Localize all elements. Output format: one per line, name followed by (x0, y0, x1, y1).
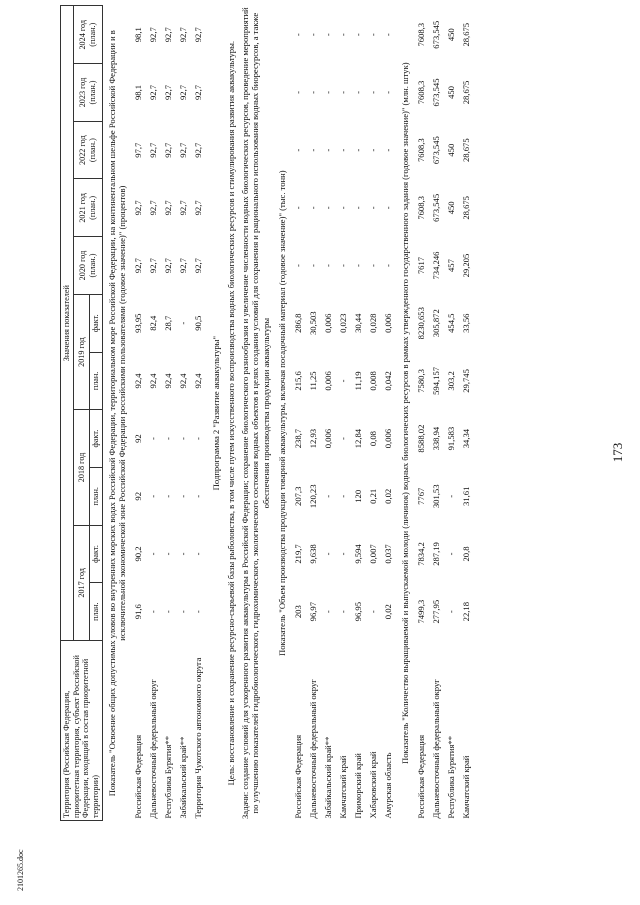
table-row (291, 6, 306, 821)
value-cell: 92,7 (148, 84, 159, 100)
value-cell: - (353, 148, 364, 152)
value-cell: - (148, 610, 159, 614)
value-cell: 92,7 (178, 258, 189, 274)
indicators-table (60, 5, 474, 821)
value-cell: 96,95 (353, 601, 364, 622)
value-cell: - (148, 552, 159, 556)
value-cell: 28,7 (163, 315, 174, 331)
value-cell: 93,95 (133, 313, 144, 333)
value-cell: 338,94 (431, 426, 442, 451)
value-cell: 92,7 (193, 258, 204, 274)
value-cell: 28,675 (461, 22, 472, 47)
value-cell: 92,7 (193, 200, 204, 216)
value-cell: 9,638 (308, 544, 319, 564)
value-cell: 92,7 (148, 200, 159, 216)
value-cell: 92,7 (163, 258, 174, 274)
table-row (414, 6, 429, 821)
value-cell: 92,7 (178, 142, 189, 158)
value-cell: 92,7 (178, 200, 189, 216)
value-cell: - (163, 552, 174, 556)
territory-label: Территория Чукотского автономного округа (193, 657, 204, 819)
year-2019-header: 2019 год (73, 294, 89, 409)
subprogram-title: Подпрограмма 2 "Развитие аквакультуры" (210, 336, 221, 491)
value-cell: - (353, 264, 364, 267)
subprogram-goal-row (224, 6, 238, 821)
value-cell: 91,6 (133, 604, 144, 620)
value-cell: 92,7 (148, 27, 159, 43)
indicator-1-title: Показатель "Освоение общих допустимых уловов во внутренних морских водах Российской Федерации, территориальном море Российской Федерации, на континентальном шельфе Российской Федерации и в исключительной экономической зоне Российской Федерации российскими пользователями (годовое значение)" (процентов) (106, 30, 127, 797)
value-cell: - (293, 33, 304, 37)
value-cell: 98,1 (133, 27, 144, 43)
value-cell: 92,7 (178, 27, 189, 43)
value-cell: 0,006 (383, 428, 394, 449)
territory-label: Дальневосточный федеральный округ (308, 679, 319, 819)
value-cell: 29,745 (461, 369, 472, 393)
value-cell: 0,028 (368, 313, 379, 333)
value-cell: - (163, 437, 174, 441)
value-cell: 28,675 (461, 80, 472, 105)
fact-header-2018: факт. (90, 410, 103, 468)
value-cell: 7617 (416, 256, 427, 275)
value-cell: 7608,3 (416, 22, 427, 47)
value-cell: - (368, 33, 379, 37)
subprogram-task: Задачи: создание условий для ускоренного развития аквакультуры в Российской Федерации; сохранение биологического разнообразия и увеличение численности водных биологических ресурсов, проведение мероприятий по улучшению показателей гидробиологического, гидрохимического, экологического состояния водных объектов в целях создания условий для сохранения и рационального использования водных биоресурсов, а также обеспечения производства продукции аквакультуры (240, 7, 271, 819)
value-cell: 92,4 (163, 373, 174, 389)
territory-label: Республика Бурятия** (446, 735, 457, 819)
value-cell: - (323, 494, 334, 498)
subprogram-title-row (206, 6, 224, 821)
value-cell: - (338, 379, 349, 383)
value-cell: - (193, 610, 204, 614)
value-cell: - (323, 264, 334, 267)
value-cell: 8588,02 (416, 424, 427, 453)
value-cell: 0,006 (323, 313, 334, 333)
value-cell: 277,95 (431, 599, 442, 624)
table-row (146, 6, 161, 821)
table-row (336, 6, 351, 821)
value-cell: - (368, 264, 379, 267)
value-cell: 734,246 (431, 251, 442, 280)
value-cell: - (323, 552, 334, 556)
value-cell: 0,02 (383, 604, 394, 620)
value-cell: - (353, 33, 364, 37)
year-2022-header: 2022 год (план.) (73, 121, 102, 179)
value-cell: 30,503 (308, 311, 319, 336)
value-cell: 673,545 (431, 136, 442, 165)
territory-label: Российская Федерация (416, 734, 427, 819)
value-cell: 96,97 (308, 601, 319, 622)
value-cell: 92,4 (148, 373, 159, 389)
value-cell: - (446, 610, 457, 614)
value-cell: 450 (446, 143, 457, 157)
value-cell: 7834,2 (416, 542, 427, 566)
file-code: 2101265.doc (16, 849, 25, 891)
value-cell: 120 (353, 489, 364, 503)
territory-label: Дальневосточный федеральный округ (431, 679, 442, 819)
value-cell: 7608,3 (416, 80, 427, 105)
table-row (191, 6, 206, 821)
territory-label: Российская Федерация (293, 734, 304, 819)
value-cell: 92,7 (163, 200, 174, 216)
value-cell: - (308, 91, 319, 94)
value-cell: 0,08 (368, 431, 379, 447)
territory-label: Камчатский край (461, 755, 472, 819)
year-2018-header: 2018 год (73, 410, 89, 525)
value-cell: 92,4 (193, 373, 204, 389)
value-cell: - (193, 552, 204, 556)
value-cell: 31,61 (461, 486, 472, 506)
value-cell: 303,2 (446, 371, 457, 391)
value-cell: - (338, 148, 349, 152)
value-cell: - (293, 91, 304, 94)
document-content (60, 6, 474, 821)
value-cell: 90,5 (193, 315, 204, 331)
value-cell: 92,7 (148, 142, 159, 158)
value-cell: - (383, 206, 394, 210)
value-cell: - (193, 437, 204, 441)
value-cell: 0,008 (368, 371, 379, 391)
plan-header-2018: план. (90, 467, 103, 525)
value-cell: 450 (446, 28, 457, 42)
territory-label: Дальневосточный федеральный округ (148, 679, 159, 819)
value-cell: 92 (133, 434, 144, 443)
value-cell: - (383, 33, 394, 37)
value-cell: - (148, 494, 159, 498)
value-cell: 12,93 (308, 428, 319, 449)
value-cell: 673,545 (431, 193, 442, 222)
value-cell: 305,872 (431, 309, 442, 338)
table-row (351, 6, 366, 821)
value-cell: - (323, 610, 334, 614)
value-cell: 238,7 (293, 428, 304, 449)
territory-header: Территория (Российская Федерация, приоритетная территория, субъект Российской Федерации, входящий в состав приоритетной территории) (61, 641, 103, 821)
indicator-1-title-row (102, 6, 131, 821)
value-cell: 215,6 (293, 371, 304, 391)
value-cell: - (148, 437, 159, 441)
value-cell: - (178, 321, 189, 325)
value-cell: - (308, 33, 319, 37)
value-cell: - (383, 264, 394, 267)
value-cell: 34,34 (461, 428, 472, 449)
value-cell: 287,19 (431, 542, 442, 566)
value-cell: 98,1 (133, 84, 144, 100)
value-cell: 0,21 (368, 488, 379, 504)
year-2020-header: 2020 год (план.) (73, 237, 102, 295)
territory-label: Российская Федерация (133, 734, 144, 819)
value-cell: 0,006 (383, 313, 394, 333)
value-cell: 91,583 (446, 426, 457, 451)
year-2017-header: 2017 год (73, 525, 89, 640)
value-cell: - (293, 264, 304, 267)
value-cell: - (338, 33, 349, 37)
fact-header-2019: факт. (90, 294, 103, 352)
table-row (131, 6, 146, 821)
table-row (176, 6, 191, 821)
territory-label: Приморский край (353, 753, 364, 819)
value-cell: - (338, 494, 349, 498)
value-cell: - (178, 494, 189, 498)
territory-label: Республика Бурятия** (163, 735, 174, 819)
value-cell: 0,02 (383, 488, 394, 504)
territory-label: Забайкальский край** (323, 736, 334, 819)
value-cell: 92,4 (178, 373, 189, 389)
table-row (321, 6, 336, 821)
values-header: Значения показателей (61, 6, 74, 641)
fact-header-2017: факт. (90, 525, 103, 583)
territory-label: Камчатский край (338, 755, 349, 819)
value-cell: - (446, 494, 457, 498)
value-cell: 92,7 (193, 142, 204, 158)
header-row-1 (61, 6, 74, 821)
value-cell: - (323, 91, 334, 94)
value-cell: - (163, 610, 174, 614)
value-cell: 11,19 (353, 371, 364, 391)
value-cell: - (308, 148, 319, 152)
value-cell: 219,7 (293, 544, 304, 564)
table-row (366, 6, 381, 821)
value-cell: 0,006 (323, 428, 334, 449)
value-cell: 7608,3 (416, 196, 427, 220)
value-cell: - (338, 91, 349, 94)
value-cell: - (446, 552, 457, 556)
subprogram-goal: Цель: восстановление и сохранение ресурсно-сырьевой базы рыболовства, в том числе путем искусственного воспроизводства водных биологических ресурсов и стимулирования развития аквакультуры. (226, 40, 237, 786)
value-cell: - (368, 148, 379, 152)
value-cell: - (368, 91, 379, 94)
value-cell: 12,84 (353, 428, 364, 449)
plan-header-2017: план. (90, 583, 103, 641)
value-cell: 97,7 (133, 142, 144, 158)
value-cell: 92,7 (163, 142, 174, 158)
table-row (459, 6, 474, 821)
value-cell: 82,4 (148, 315, 159, 331)
value-cell: - (323, 148, 334, 152)
value-cell: 28,675 (461, 138, 472, 162)
indicator-3-title: Показатель "Количество выращиваемой и выпускаемой молоди (личинок) водных биологических ресурсов в рамках утвержденного государственного задания (годовое значение)" (млн. штук) (399, 62, 410, 764)
value-cell: 22,18 (461, 601, 472, 622)
territory-label: Амурская область (383, 752, 394, 819)
value-cell: 20,8 (461, 546, 472, 562)
value-cell: - (338, 264, 349, 267)
value-cell: 7499,3 (416, 599, 427, 624)
indicator-2-title: Показатель "Объем производства продукции товарной аквакультуры, включая посадочный материал (годовое значение)" (тыс. тонн) (276, 170, 287, 656)
table-row (444, 6, 459, 821)
value-cell: 450 (446, 201, 457, 215)
value-cell: 454,5 (446, 313, 457, 333)
value-cell: - (323, 33, 334, 37)
value-cell: - (353, 91, 364, 94)
table-row (381, 6, 396, 821)
value-cell: - (323, 206, 334, 210)
year-2024-header: 2024 год (план.) (73, 6, 102, 64)
table-row (429, 6, 444, 821)
value-cell: 9,594 (353, 544, 364, 564)
value-cell: - (383, 148, 394, 152)
value-cell: 450 (446, 86, 457, 99)
value-cell: 0,006 (323, 371, 334, 391)
year-2021-header: 2021 год (план.) (73, 179, 102, 237)
value-cell: - (178, 437, 189, 441)
value-cell: 0,007 (368, 544, 379, 564)
year-2023-header: 2023 год (план.) (73, 64, 102, 122)
value-cell: 92,7 (148, 258, 159, 274)
value-cell: - (178, 552, 189, 556)
value-cell: 90,2 (133, 546, 144, 562)
value-cell: - (338, 610, 349, 614)
value-cell: 11,25 (308, 371, 319, 391)
page-number: 173 (610, 442, 625, 463)
value-cell: - (178, 610, 189, 614)
value-cell: 92 (133, 491, 144, 501)
value-cell: 594,157 (431, 366, 442, 395)
value-cell: 92,7 (163, 27, 174, 43)
value-cell: 0,023 (338, 313, 349, 333)
value-cell: 92,7 (163, 84, 174, 100)
value-cell: 92,7 (193, 27, 204, 43)
value-cell: 28,675 (461, 196, 472, 220)
value-cell: - (308, 264, 319, 267)
value-cell: - (163, 494, 174, 498)
indicator-2-title-row (273, 6, 291, 821)
value-cell: 7767 (416, 487, 427, 505)
indicator-3-title-row (396, 6, 414, 821)
value-cell: 673,545 (431, 20, 442, 49)
value-cell: 301,53 (431, 484, 442, 509)
value-cell: 33,56 (461, 313, 472, 333)
value-cell: 30,44 (353, 313, 364, 333)
value-cell: 286,8 (293, 313, 304, 333)
value-cell: 7580,3 (416, 369, 427, 393)
value-cell: 203 (293, 605, 304, 619)
value-cell: 207,3 (293, 486, 304, 506)
value-cell: - (193, 494, 204, 498)
value-cell: - (338, 552, 349, 556)
value-cell: 92,7 (193, 84, 204, 100)
plan-header-2019: план. (90, 352, 103, 410)
value-cell: 0,037 (383, 544, 394, 564)
value-cell: 673,545 (431, 78, 442, 107)
subprogram-task-row (238, 6, 272, 821)
value-cell: - (293, 206, 304, 210)
territory-label: Хабаровский край (368, 751, 379, 819)
value-cell: 92,4 (133, 373, 144, 389)
table-row (306, 6, 321, 821)
value-cell: 0,042 (383, 371, 394, 391)
table-row (161, 6, 176, 821)
value-cell: - (353, 206, 364, 210)
value-cell: - (368, 610, 379, 614)
value-cell: - (293, 148, 304, 152)
value-cell: 92,7 (133, 200, 144, 216)
value-cell: - (338, 437, 349, 441)
value-cell: 7608,3 (416, 138, 427, 162)
value-cell: 457 (446, 259, 457, 272)
value-cell: 8230,653 (416, 307, 427, 340)
value-cell: 120,23 (308, 484, 319, 509)
value-cell: 92,7 (133, 258, 144, 274)
value-cell: - (383, 91, 394, 94)
value-cell: 92,7 (178, 84, 189, 100)
value-cell: - (308, 206, 319, 210)
value-cell: - (338, 206, 349, 210)
value-cell: 29,205 (461, 253, 472, 278)
value-cell: - (368, 206, 379, 210)
territory-label: Забайкальский край** (178, 736, 189, 819)
